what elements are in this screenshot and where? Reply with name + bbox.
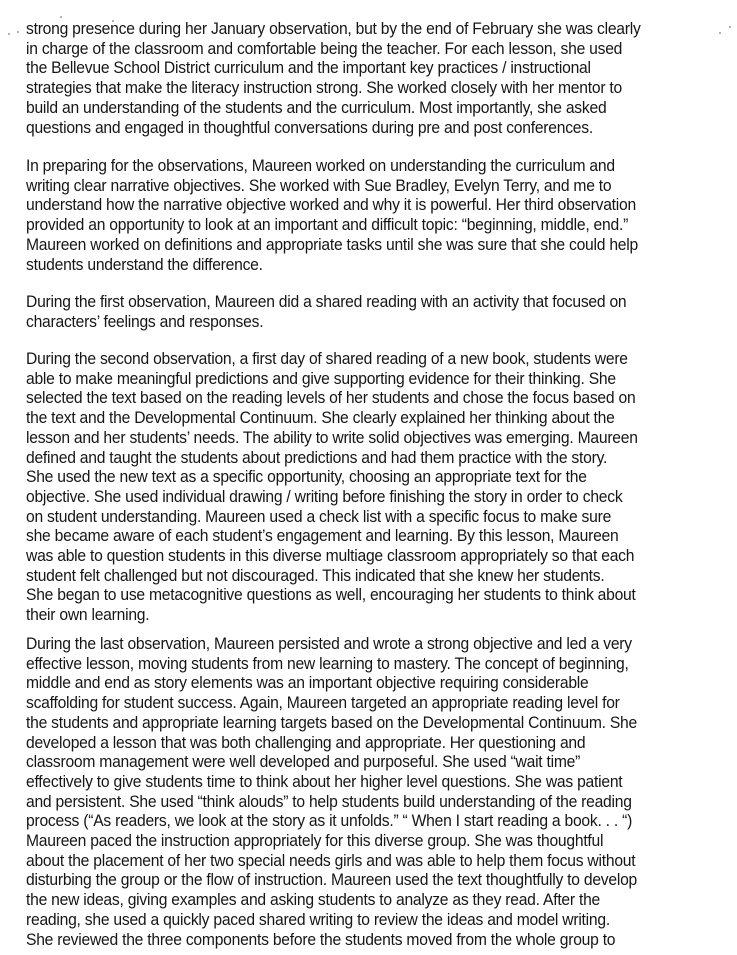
- text-line: students understand the difference.: [26, 255, 263, 274]
- text-line: build an understanding of the students and the curriculum. Most importantly, she asked: [26, 98, 607, 117]
- text-line: During the last observation, Maureen persisted and wrote a strong objective and led a very: [26, 635, 632, 653]
- text-line: disturbing the group or the flow of instruction. Maureen used the text thoughtfully to develop: [26, 871, 638, 890]
- paragraph-4: [26, 350, 726, 626]
- text-line: She reviewed the three components before the students moved from the whole group to: [26, 930, 616, 949]
- text-line: defined and taught the students about predictions and had them practice with the story.: [26, 448, 608, 467]
- text-line: scaffolding for student success. Again, Maureen targeted an appropriate reading level for: [26, 694, 620, 713]
- text-line: effective lesson, moving students from new learning to mastery. The concept of beginning,: [26, 654, 629, 673]
- text-line: classroom management were well developed and purposeful. She used “wait time”: [26, 753, 581, 772]
- text-line: able to make meaningful predictions and give supporting evidence for their thinking. She: [26, 369, 616, 388]
- scan-speck: [729, 26, 731, 28]
- text-line: She began to use metacognitive questions as well, encouraging her students to think about: [26, 586, 636, 605]
- text-line: and persistent. She used “think alouds” to help students build understanding of the reading: [26, 792, 632, 811]
- text-line: effectively to give students time to think about her higher level questions. She was patient: [26, 772, 623, 791]
- text-line: student felt challenged but not discouraged. This indicated that she knew her students.: [26, 566, 605, 585]
- text-line: strategies that make the literacy instruction strong. She worked closely with her mentor to: [26, 79, 622, 98]
- text-line: the Bellevue School District curriculum and the important key practices / instructional: [26, 59, 591, 78]
- text-line: During the first observation, Maureen did a shared reading with an activity that focused on: [26, 293, 627, 311]
- text-line: the new ideas, giving examples and asking students to analyze as they read. After the: [26, 891, 601, 910]
- scan-speck: [17, 31, 19, 33]
- paragraph-3: [26, 293, 726, 332]
- text-line: on student understanding. Maureen used a check list with a specific focus to make sure: [26, 507, 612, 526]
- text-line: provided an opportunity to look at an important and difficult topic: “beginning, middle, end.”: [26, 216, 629, 235]
- text-line: reading, she used a quickly paced shared writing to review the ideas and model writing.: [26, 910, 610, 929]
- text-line: middle and end as story elements was an important objective requiring considerable: [26, 674, 589, 693]
- text-line: process (“As readers, we look at the story as it unfolds.” “ When I start reading a book. . . “): [26, 812, 633, 831]
- paragraph-5: [26, 635, 726, 950]
- text-line: She used the new text as a specific opportunity, choosing an appropriate text for the: [26, 468, 587, 487]
- text-line: was able to question students in this diverse multiage classroom appropriately so that each: [26, 547, 635, 566]
- text-line: questions and engaged in thoughtful conversations during pre and post conferences.: [26, 118, 593, 137]
- text-line: developed a lesson that was both challenging and appropriate. Her questioning and: [26, 733, 586, 752]
- scan-speck: [60, 16, 62, 18]
- text-line: objective. She used individual drawing / writing before finishing the story in order to check: [26, 487, 623, 506]
- text-line: about the placement of her two special needs girls and was able to help them focus without: [26, 851, 636, 870]
- text-line: strong presence during her January observation, but by the end of February she was clearly: [26, 20, 641, 38]
- text-line: selected the text based on the reading levels of her students and chose the focus based on: [26, 389, 636, 408]
- text-line: Maureen paced the instruction appropriately for this diverse group. She was thoughtful: [26, 832, 604, 851]
- paragraph-1: [26, 20, 726, 138]
- paragraph-2: [26, 157, 726, 275]
- text-line: In preparing for the observations, Maureen worked on understanding the curriculum and: [26, 157, 615, 175]
- text-line: Maureen worked on definitions and appropriate tasks until she was sure that she could help: [26, 235, 638, 254]
- scan-speck: [8, 33, 10, 35]
- text-line: understand how the narrative objective worked and why it is powerful. Her third observation: [26, 196, 636, 215]
- text-line: the text and the Developmental Continuum. She clearly explained her thinking about the: [26, 409, 615, 428]
- text-line: the students and appropriate learning targets based on the Developmental Continuum. She: [26, 713, 637, 732]
- text-line: their own learning.: [26, 606, 150, 625]
- text-line: characters’ feelings and responses.: [26, 312, 264, 331]
- text-line: in charge of the classroom and comfortable being the teacher. For each lesson, she used: [26, 39, 623, 58]
- text-line: lesson and her students’ needs. The ability to write solid objectives was emerging. Maureen: [26, 428, 638, 447]
- text-line: writing clear narrative objectives. She worked with Sue Bradley, Evelyn Terry, and me to: [26, 176, 612, 195]
- text-line: During the second observation, a first day of shared reading of a new book, students were: [26, 350, 628, 368]
- text-line: she became aware of each student’s engagement and learning. By this lesson, Maureen: [26, 527, 619, 546]
